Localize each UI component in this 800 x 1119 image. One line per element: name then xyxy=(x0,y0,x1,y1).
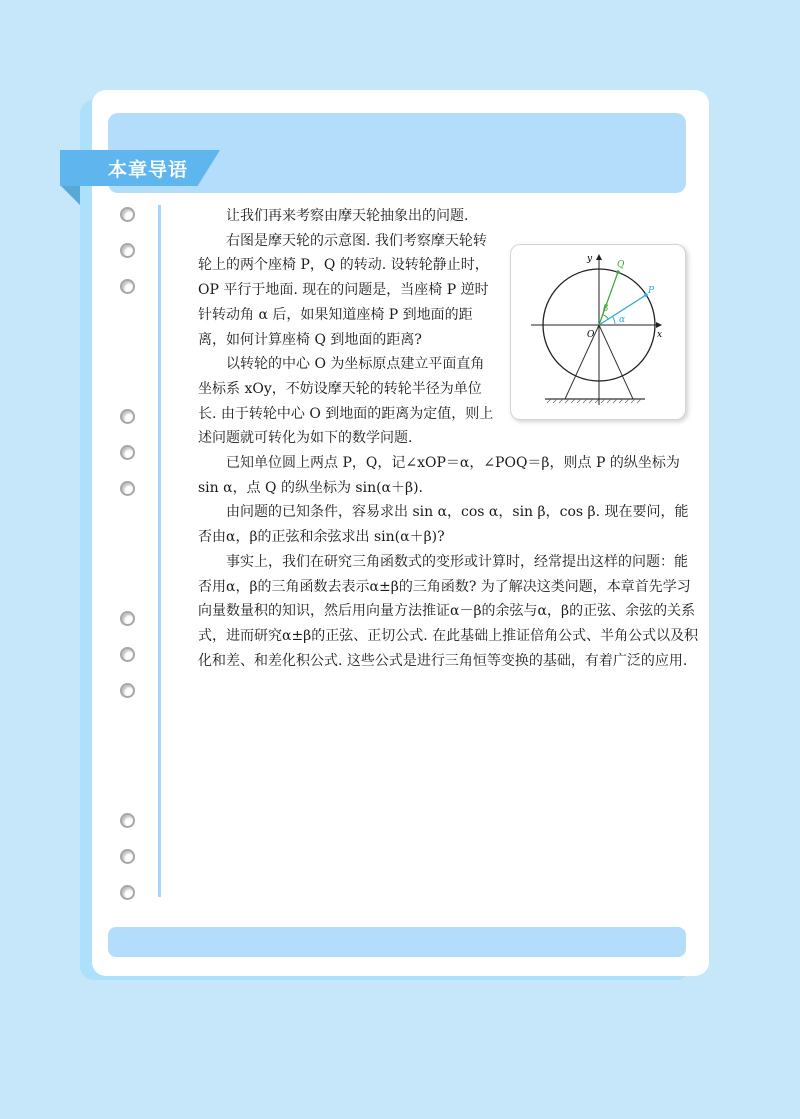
binder-hole xyxy=(120,683,135,698)
paragraph: 事实上，我们在研究三角函数式的变形或计算时，经常提出这样的问题：能否用α，β的三角函数去表示α±β的三角函数? 为了解决这类问题，本章首先学习向量数量积的知识，然后用向量方法推证α－β的余弦与α，β的正弦、余弦的关系式，进而研究α±β的正弦、正切公式. 在此基础上推证倍角公式、半角公式以及积化和差、和差化积公式. 这些公式是进行三角恒等变换的基础，有着广泛的应用. xyxy=(198,553,699,669)
label-x: x xyxy=(657,330,663,340)
paragraph: 已知单位圆上两点 P，Q，记∠xOP＝α，∠POQ＝β，则点 P 的纵坐标为 sin α，点 Q 的纵坐标为 sin(α＋β). xyxy=(198,455,680,496)
binder-hole xyxy=(120,445,135,460)
ground-hatching xyxy=(547,399,641,403)
binder-hole xyxy=(120,481,135,496)
label-p: P xyxy=(648,286,655,296)
paragraph: 右图是摩天轮的示意图. 我们考察摩天轮转轮上的两个座椅 P，Q 的转动. 设转轮静止时，OP 平行于地面. 现在的问题是，当座椅 P 逆时针转动角 α 后，如果知道座椅 P 到地面的距离，如何计算座椅 Q 到地面的距离? xyxy=(198,232,489,348)
binder-hole xyxy=(120,611,135,626)
binder-hole xyxy=(120,279,135,294)
binder-hole xyxy=(120,409,135,424)
margin-line xyxy=(158,205,161,897)
unit-circle-diagram xyxy=(511,245,687,421)
angle-alpha-arc xyxy=(613,316,616,325)
label-beta: β xyxy=(603,304,609,314)
binder-hole xyxy=(120,849,135,864)
binder-hole xyxy=(120,207,135,222)
footer-band xyxy=(108,927,686,957)
angle-beta-arc xyxy=(603,315,609,320)
point-q xyxy=(616,270,620,274)
paragraph: 由问题的已知条件，容易求出 sin α，cos α，sin β，cos β. 现在要问，能否由α，β的正弦和余弦求出 sin(α＋β)? xyxy=(198,504,689,546)
paragraph: 让我们再来考察由摩天轮抽象出的问题. xyxy=(226,208,469,224)
ribbon-fold xyxy=(60,185,80,205)
binder-hole xyxy=(120,813,135,828)
chapter-intro-title: 本章导语 xyxy=(108,159,189,181)
binder-hole xyxy=(120,243,135,258)
label-alpha: α xyxy=(619,315,626,325)
radius-oq xyxy=(599,272,618,325)
paragraph: 以转轮的中心 O 为坐标原点建立平面直角坐标系 xOy，不妨设摩天轮的转轮半径为单位长. 由于转轮中心 O 到地面的距离为定值，则上述问题就可转化为如下的数学问题. xyxy=(198,356,494,447)
binder-hole xyxy=(120,885,135,900)
support-leg xyxy=(599,325,633,399)
label-o: O xyxy=(587,330,595,340)
label-y: y xyxy=(587,254,593,264)
ferris-wheel-figure xyxy=(510,244,686,420)
label-q: Q xyxy=(617,260,625,270)
binder-hole xyxy=(120,647,135,662)
